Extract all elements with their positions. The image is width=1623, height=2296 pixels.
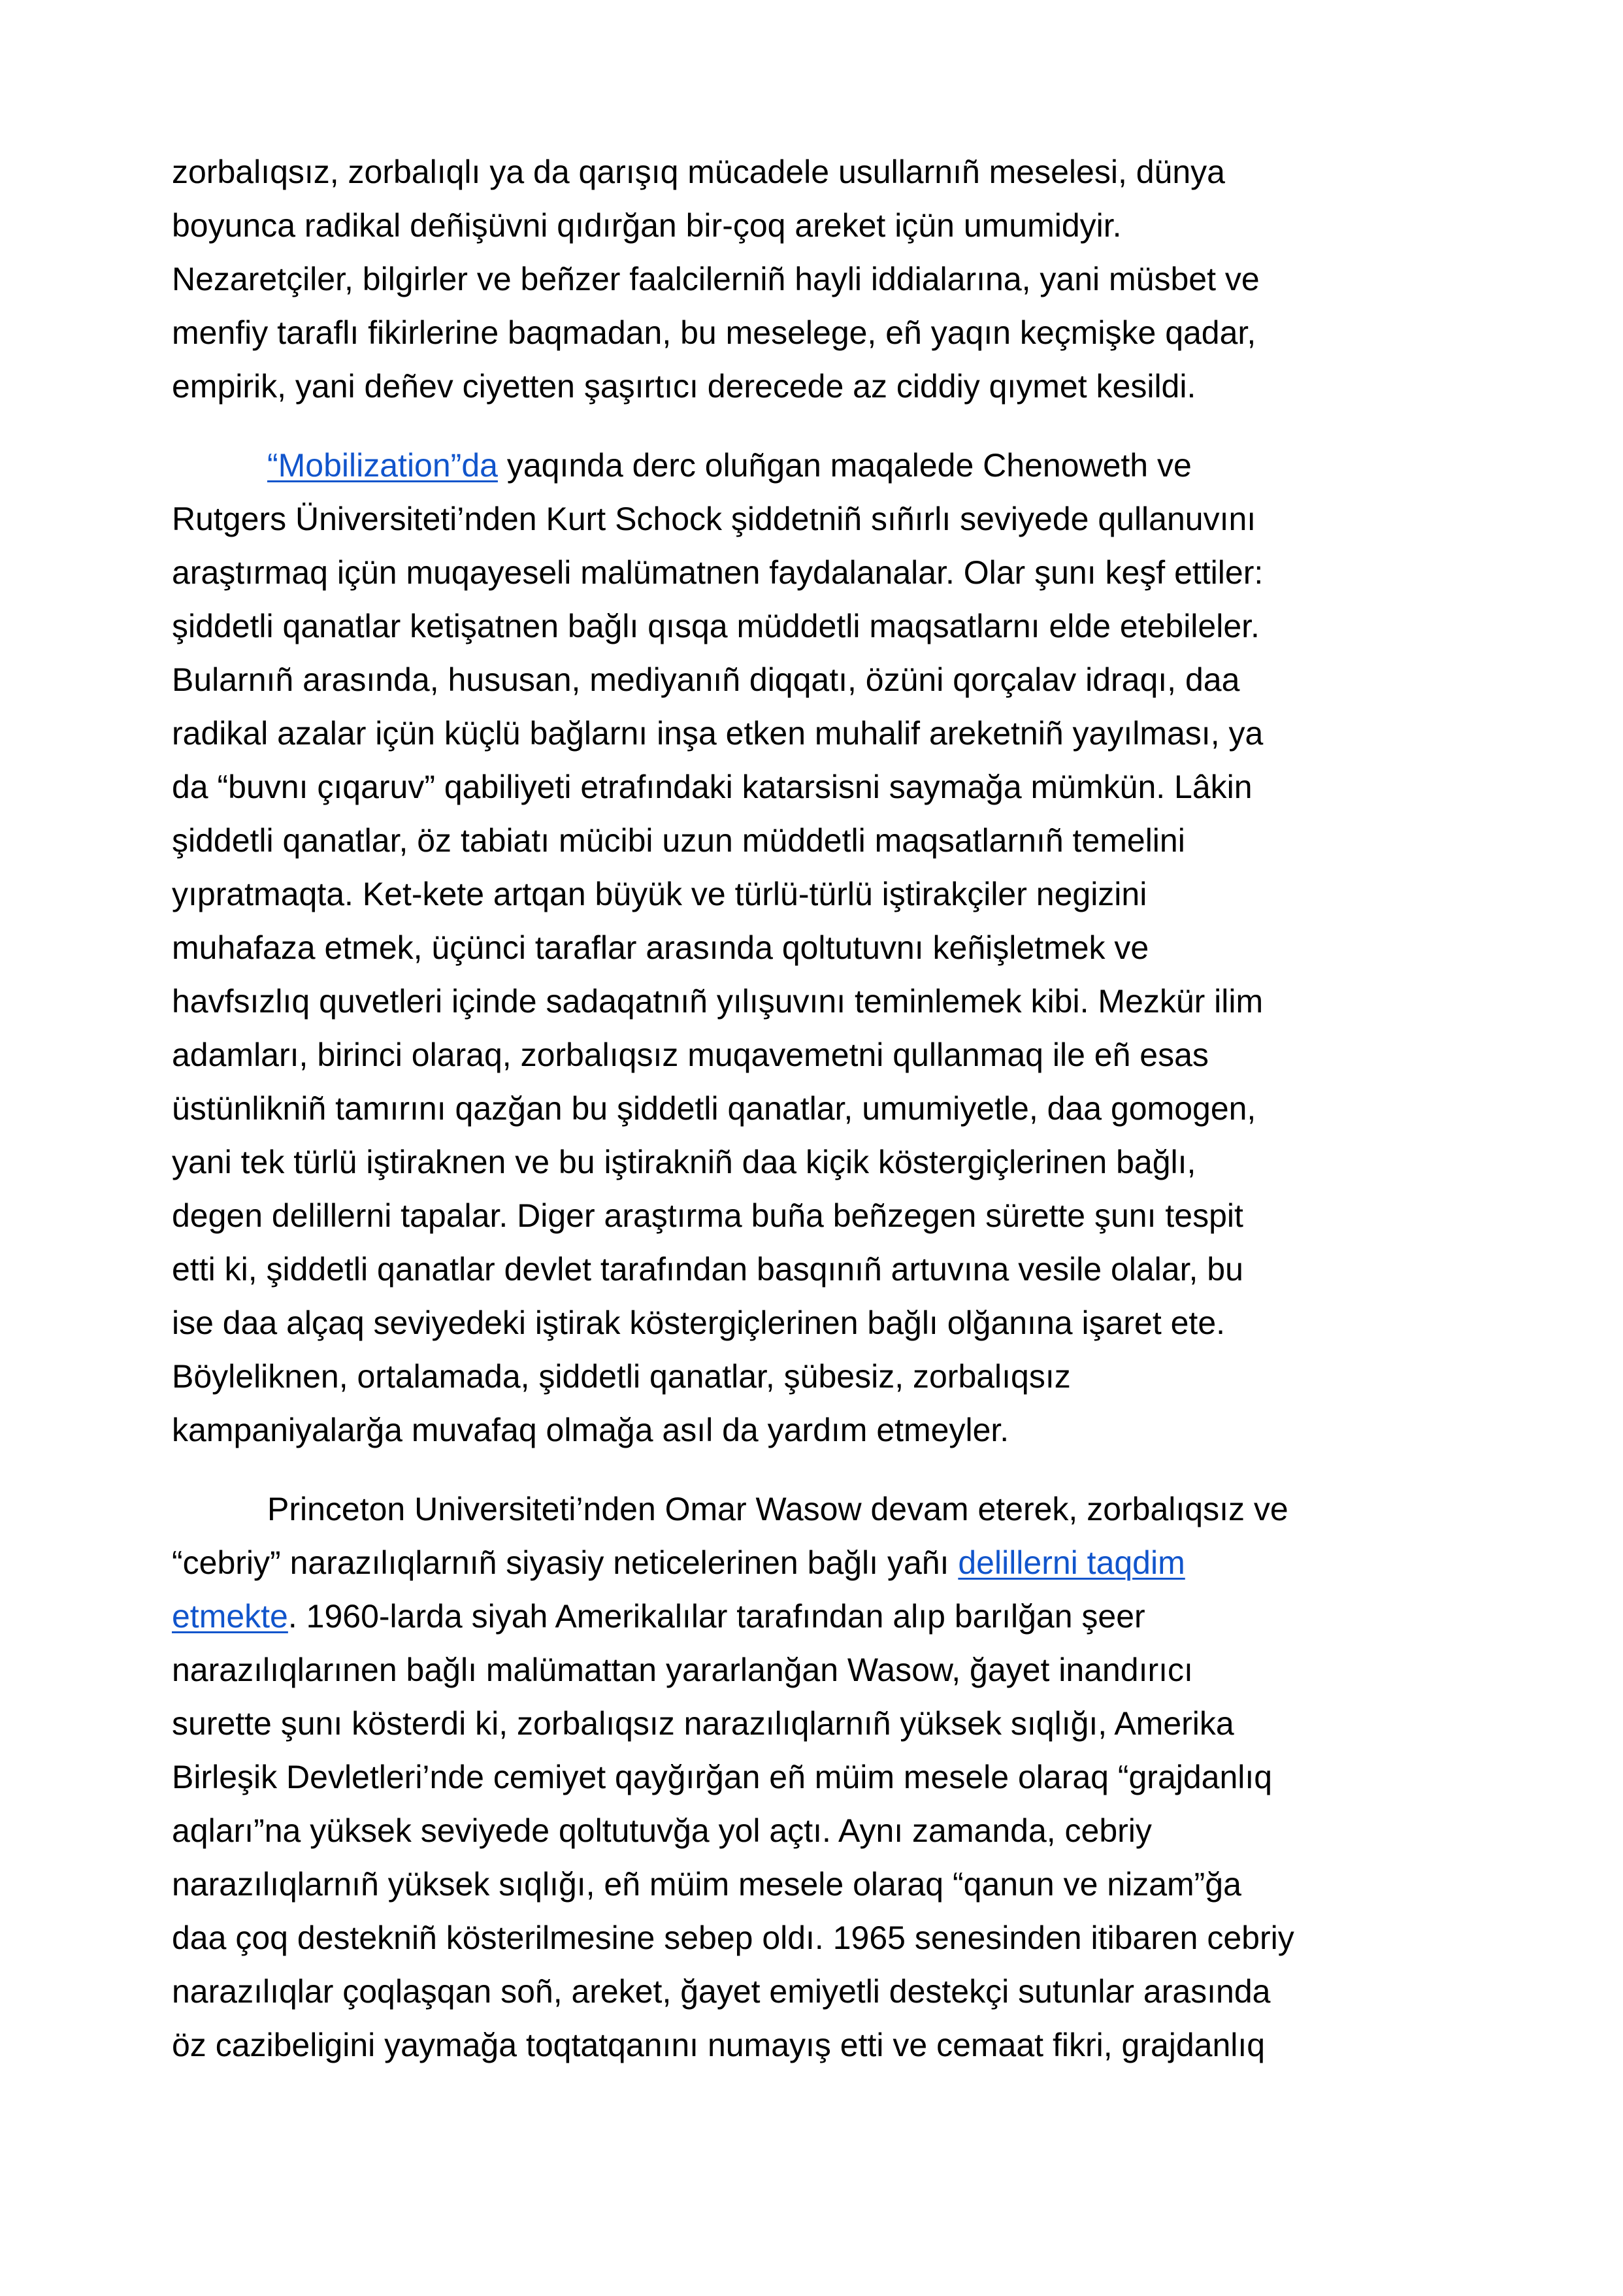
text-run: Rutgers Üniversiteti’nden Kurt Schock şiddetniñ sıñırlı seviyede qullanuvını [172, 501, 1256, 537]
text-line [172, 1242, 1472, 1296]
text-line [172, 1697, 1472, 1750]
text-run: şiddetli qanatlar ketişatnen bağlı qısqa müddetli maqsatlarnı elde etebileler. [172, 608, 1260, 644]
text-run: Bularnıñ arasında, hususan, mediyanıñ diqqatı, özüni qorçalav idraqı, daa [172, 661, 1240, 698]
text-run: menfiy taraflı fikirlerine baqmadan, bu meselege, eñ yaqın keçmişke qadar, [172, 314, 1256, 351]
text-run: surette şunı kösterdi ki, zorbalıqsız narazılıqlarnıñ yüksek sıqlığı, Amerika [172, 1705, 1234, 1742]
text-run: zorbalıqsız, zorbalıqlı ya da qarışıq mücadele usullarnıñ meselesi, dünya [172, 154, 1225, 190]
text-run: araştırmaq içün muqayeseli malümatnen faydalanalar. Olar şunı keşf ettiler: [172, 554, 1264, 591]
text-line [172, 653, 1472, 707]
text-run: Böyleliknen, ortalamada, şiddetli qanatlar, şübesiz, zorbalıqsız [172, 1358, 1071, 1395]
text-line [172, 599, 1472, 653]
text-line [172, 707, 1472, 760]
text-line [172, 1536, 1472, 1589]
text-line [172, 1643, 1472, 1697]
text-run: degen delillerni tapalar. Diger araştırma buña beñzegen sürette şunı tespit [172, 1197, 1243, 1234]
text-line [172, 2018, 1472, 2072]
paragraph [172, 145, 1472, 413]
text-line [172, 1082, 1472, 1135]
hyperlink[interactable]: delillerni taqdim [958, 1544, 1185, 1581]
text-run: yıpratmaqta. Ket-kete artqan büyük ve türlü-türlü iştirakçiler negizini [172, 876, 1147, 912]
text-line [172, 921, 1472, 974]
text-run: Princeton Universiteti’nden Omar Wasow devam eterek, zorbalıqsız ve [267, 1491, 1288, 1527]
hyperlink[interactable]: “Mobilization”da [267, 447, 498, 484]
text-run: ise daa alçaq seviyedeki iştirak köstergiçlerinen bağlı olğanına işaret ete. [172, 1305, 1226, 1341]
text-line [172, 1482, 1472, 1536]
text-line [172, 1750, 1472, 1804]
text-run: Nezaretçiler, bilgirler ve beñzer faalcilerniñ hayli iddialarına, yani müsbet ve [172, 261, 1260, 297]
document-body [172, 145, 1472, 2072]
text-line [172, 814, 1472, 867]
text-line [172, 1965, 1472, 2018]
text-line [172, 1403, 1472, 1457]
text-line [172, 439, 1472, 492]
text-run: boyunca radikal deñişüvni qıdırğan bir-çoq areket içün umumidyir. [172, 207, 1122, 244]
text-run: adamları, birinci olaraq, zorbalıqsız muqavemetni qullanmaq ile eñ esas [172, 1037, 1209, 1073]
text-line [172, 145, 1472, 199]
text-line [172, 359, 1472, 413]
text-run: narazılıqlarınen bağlı malümattan yararlanğan Wasow, ğayet inandırıcı [172, 1652, 1193, 1688]
text-line [172, 546, 1472, 599]
text-run: Birleşik Devletleri’nde cemiyet qayğırğan eñ müim mesele olaraq “grajdanlıq [172, 1759, 1273, 1795]
text-run: yaqında derc oluñgan maqalede Chenoweth ve [497, 447, 1192, 484]
text-line [172, 1911, 1472, 1965]
text-line [172, 1135, 1472, 1189]
paragraph [172, 1482, 1472, 2072]
text-run: da “buvnı çıqaruv” qabiliyeti etrafındaki katarsisni saymağa mümkün. Lâkin [172, 769, 1253, 805]
text-run: muhafaza etmek, üçünci taraflar arasında qoltutuvnı keñişletmek ve [172, 929, 1149, 966]
text-line [172, 252, 1472, 306]
text-run: üstünlikniñ tamırını qazğan bu şiddetli qanatlar, umumiyetle, daa gomogen, [172, 1090, 1256, 1127]
text-run: havfsızlıq quvetleri içinde sadaqatnıñ yılışuvını teminlemek kibi. Mezkür ilim [172, 983, 1264, 1020]
text-run: narazılıqlar çoqlaşqan soñ, areket, ğayet emiyetli destekçi sutunlar arasında [172, 1973, 1271, 2010]
text-line [172, 1350, 1472, 1403]
text-run: daa çoq destekniñ kösterilmesine sebep oldı. 1965 senesinden itibaren cebriy [172, 1920, 1294, 1956]
text-line [172, 760, 1472, 814]
text-run: kampaniyalarğa muvafaq olmağa asıl da yardım etmeyler. [172, 1412, 1009, 1448]
text-run: öz cazibeligini yaymağa toqtatqanını numayış etti ve cemaat fikri, grajdanlıq [172, 2027, 1266, 2063]
text-run: empirik, yani deñev ciyetten şaşırtıcı derecede az ciddiy qıymet kesildi. [172, 368, 1196, 405]
text-line [172, 1857, 1472, 1911]
text-line [172, 974, 1472, 1028]
text-run: radikal azalar içün küçlü bağlarnı inşa etken muhalif areketniñ yayılması, ya [172, 715, 1264, 752]
text-line [172, 1804, 1472, 1857]
text-run: aqları”na yüksek seviyede qoltutuvğa yol açtı. Aynı zamanda, cebriy [172, 1812, 1152, 1849]
text-line [172, 1189, 1472, 1242]
paragraph [172, 439, 1472, 1457]
text-run: . 1960-larda siyah Amerikalılar tarafından alıp barılğan şeer [287, 1598, 1145, 1635]
text-line [172, 199, 1472, 252]
text-run: yani tek türlü iştiraknen ve bu iştirakniñ daa kiçik köstergiçlerinen bağlı, [172, 1144, 1196, 1180]
text-run: etti ki, şiddetli qanatlar devlet tarafından basqınıñ artuvına vesile olalar, bu [172, 1251, 1243, 1288]
text-line [172, 1028, 1472, 1082]
text-run: narazılıqlarnıñ yüksek sıqlığı, eñ müim mesele olaraq “qanun ve nizam”ğa [172, 1866, 1241, 1903]
text-run: “cebriy” narazılıqlarnıñ siyasiy neticelerinen bağlı yañı [172, 1544, 959, 1581]
text-line [172, 1296, 1472, 1350]
text-line [172, 867, 1472, 921]
text-line [172, 306, 1472, 359]
text-line [172, 1589, 1472, 1643]
text-run: şiddetli qanatlar, öz tabiatı mücibi uzun müddetli maqsatlarnıñ temelini [172, 822, 1185, 859]
text-line [172, 492, 1472, 546]
hyperlink[interactable]: etmekte [172, 1598, 288, 1635]
